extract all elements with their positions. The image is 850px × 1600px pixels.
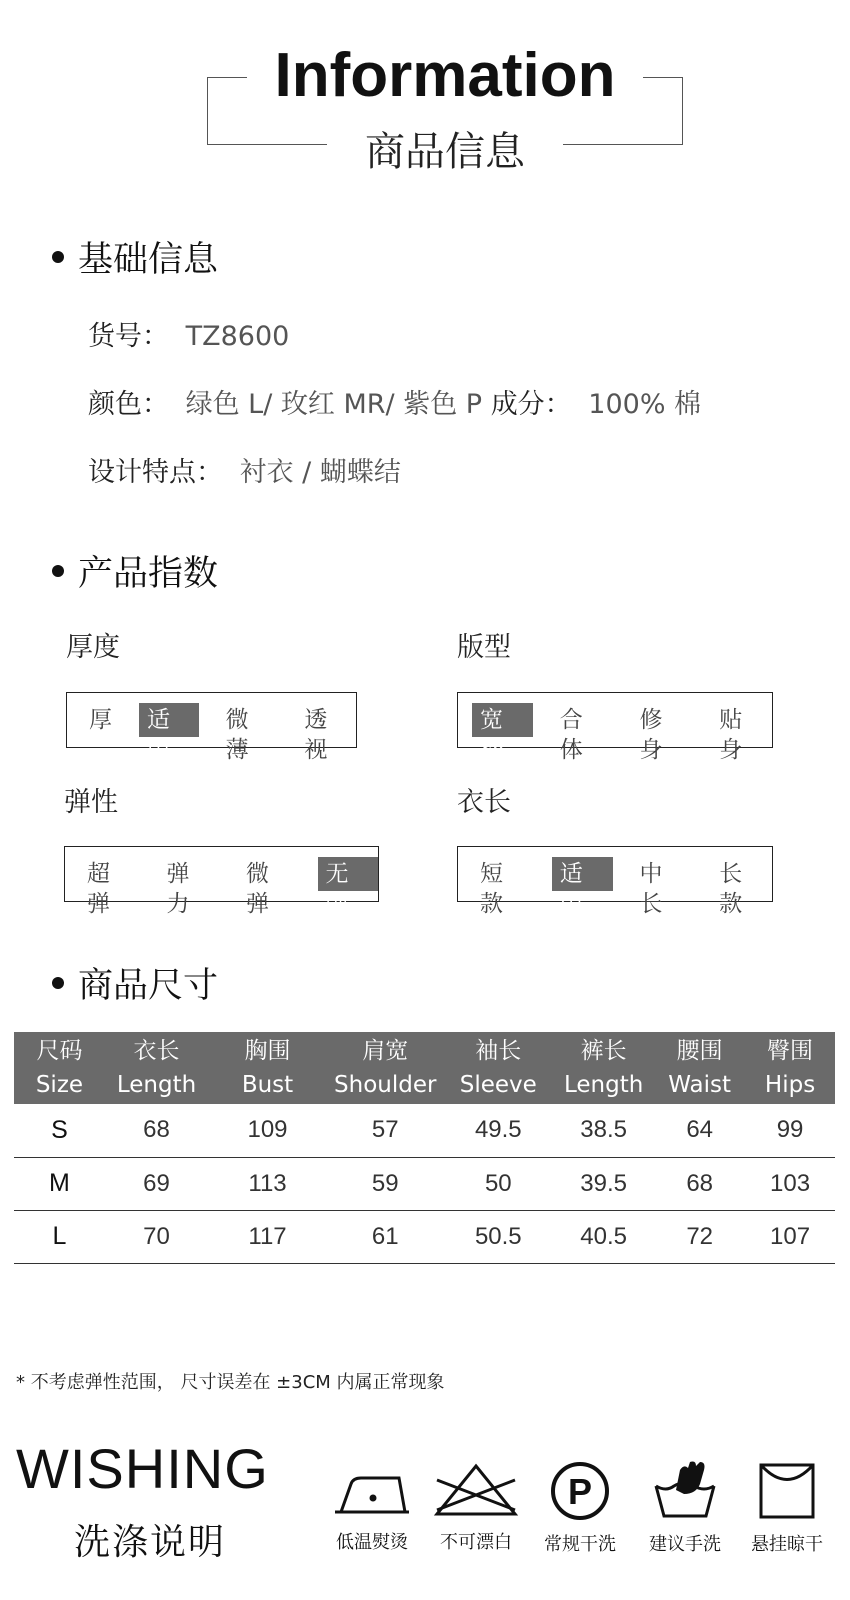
column-header-en: Length: [563, 1072, 644, 1098]
size-table-body: [14, 1104, 835, 1263]
column-header-cn: 肩宽: [362, 1038, 409, 1064]
index-option: 短款: [480, 861, 503, 917]
column-header-cn: 尺码: [36, 1038, 83, 1064]
section-heading-basic: [52, 232, 218, 282]
column-header-cn: 衣长: [133, 1038, 180, 1064]
wash-label: 不可漂白: [440, 1532, 512, 1553]
size-label-cell: S: [14, 1104, 105, 1157]
column-header: [654, 1032, 745, 1104]
index-option-selected: 适中: [139, 703, 199, 737]
measurement-cell: 39.5: [553, 1157, 654, 1210]
svg-text:P: P: [567, 1471, 593, 1512]
index-option: 长款: [719, 861, 743, 917]
column-header-cn: 臀围: [767, 1038, 814, 1064]
measurement-cell: 68: [105, 1104, 208, 1157]
index-scale-length: [457, 846, 773, 917]
index-option-selected: 适中: [552, 857, 613, 891]
measurement-cell: 70: [105, 1210, 208, 1263]
index-title-thickness: 厚度: [66, 632, 120, 663]
info-label: 货号：: [88, 321, 169, 352]
column-header: [444, 1032, 553, 1104]
info-label: 设计特点：: [88, 457, 223, 488]
index-option: 合体: [559, 707, 583, 763]
table-row: [14, 1104, 835, 1157]
measurement-cell: 99: [745, 1104, 835, 1157]
column-header: [745, 1032, 835, 1104]
index-scale-elasticity: [64, 846, 379, 917]
index-title-length: 衣长: [457, 787, 511, 818]
wash-item: [635, 1460, 735, 1556]
index-option: 弹力: [166, 861, 190, 917]
index-option: 微薄: [225, 707, 249, 763]
washing-title: 洗涤说明: [74, 1522, 227, 1563]
index-scale-thickness: [66, 692, 357, 763]
wash-item: [530, 1460, 630, 1556]
index-title-fit: 版型: [457, 632, 511, 663]
column-header-en: Sleeve: [459, 1072, 537, 1098]
wash-label: 常规干洗: [544, 1534, 616, 1555]
info-label: 颜色：: [88, 389, 169, 420]
index-option-selected: 宽松: [472, 703, 533, 737]
column-header: [327, 1032, 444, 1104]
column-header-en: Bust: [241, 1072, 294, 1098]
column-header-cn: 胸围: [244, 1038, 291, 1064]
index-option: 超弹: [87, 861, 110, 917]
index-scale-fit: [457, 692, 773, 763]
table-row: [14, 1210, 835, 1263]
hang-dry-icon: [756, 1460, 818, 1522]
measurement-cell: 109: [208, 1104, 327, 1157]
bullet-icon: [52, 977, 64, 989]
measurement-cell: 38.5: [553, 1104, 654, 1157]
measurement-cell: 103: [745, 1157, 835, 1210]
brand-logo: WISHING: [16, 1437, 269, 1500]
page-subtitle: 商品信息: [365, 129, 525, 175]
column-header: [14, 1032, 105, 1104]
index-option: 厚: [89, 707, 112, 733]
index-option: 修身: [639, 707, 663, 763]
index-option: 中长: [639, 861, 663, 917]
info-value: TZ8600: [185, 321, 290, 352]
bullet-icon: [52, 565, 64, 577]
measurement-cell: 57: [327, 1104, 444, 1157]
info-value: 衬衣 / 蝴蝶结: [239, 457, 401, 488]
wash-label: 建议手洗: [649, 1534, 721, 1555]
column-header-cn: 腰围: [676, 1038, 723, 1064]
section-heading-size: [52, 958, 218, 1008]
table-row: [14, 1157, 835, 1210]
wash-item: [426, 1460, 526, 1554]
index-option: 透视: [304, 707, 328, 763]
page-title: Information: [274, 41, 616, 110]
measurement-cell: 68: [654, 1157, 745, 1210]
wash-item: [737, 1460, 837, 1556]
column-header: [105, 1032, 208, 1104]
wash-label: 低温熨烫: [336, 1532, 408, 1553]
measurement-cell: 72: [654, 1210, 745, 1263]
column-header-en: Length: [116, 1072, 197, 1098]
low-temp-iron-icon: [333, 1460, 411, 1520]
info-color-material: [88, 382, 701, 421]
measurement-cell: 107: [745, 1210, 835, 1263]
measurement-cell: 64: [654, 1104, 745, 1157]
column-header: [208, 1032, 327, 1104]
section-heading-label: 商品尺寸: [78, 966, 219, 1006]
section-heading-label: 基础信息: [78, 240, 219, 280]
hand-wash-icon: [650, 1460, 720, 1522]
size-table-header: [14, 1032, 835, 1104]
dry-clean-p-icon: [547, 1460, 613, 1522]
info-item-no: [88, 314, 289, 353]
measurement-cell: 50: [444, 1157, 553, 1210]
section-heading-index: [52, 546, 218, 596]
size-table: [14, 1032, 835, 1264]
no-bleach-icon: [431, 1460, 521, 1520]
column-header-en: Size: [35, 1072, 84, 1098]
column-header-en: Hips: [764, 1072, 816, 1098]
size-label-cell: L: [14, 1210, 105, 1263]
column-header-cn: 裤长: [580, 1038, 627, 1064]
index-option: 贴身: [719, 707, 743, 763]
info-value: 绿色 L/ 玫红 MR/ 紫色 P: [185, 389, 483, 420]
measurement-cell: 50.5: [444, 1210, 553, 1263]
measurement-cell: 69: [105, 1157, 208, 1210]
info-design: [88, 450, 401, 489]
measurement-cell: 117: [208, 1210, 327, 1263]
index-title-elasticity: 弹性: [64, 787, 118, 818]
measurement-cell: 113: [208, 1157, 327, 1210]
column-header: [553, 1032, 654, 1104]
measurement-cell: 59: [327, 1157, 444, 1210]
section-heading-label: 产品指数: [78, 554, 219, 594]
wash-label: 悬挂晾干: [751, 1534, 823, 1555]
size-label-cell: M: [14, 1157, 105, 1210]
info-value: 100% 棉: [588, 389, 702, 420]
column-header-cn: 袖长: [475, 1038, 522, 1064]
column-header-en: Shoulder: [334, 1072, 437, 1098]
index-option: 微弹: [246, 861, 269, 917]
column-header-en: Waist: [668, 1072, 732, 1098]
info-label: 成分：: [490, 389, 572, 420]
measurement-cell: 49.5: [444, 1104, 553, 1157]
wash-item: [322, 1460, 422, 1554]
measurement-cell: 61: [327, 1210, 444, 1263]
bullet-icon: [52, 251, 64, 263]
size-note: * 不考虑弹性范围， 尺寸误差在 ±3CM 内属正常现象: [16, 1372, 445, 1393]
measurement-cell: 40.5: [553, 1210, 654, 1263]
index-option-selected: 无弹: [318, 857, 379, 891]
